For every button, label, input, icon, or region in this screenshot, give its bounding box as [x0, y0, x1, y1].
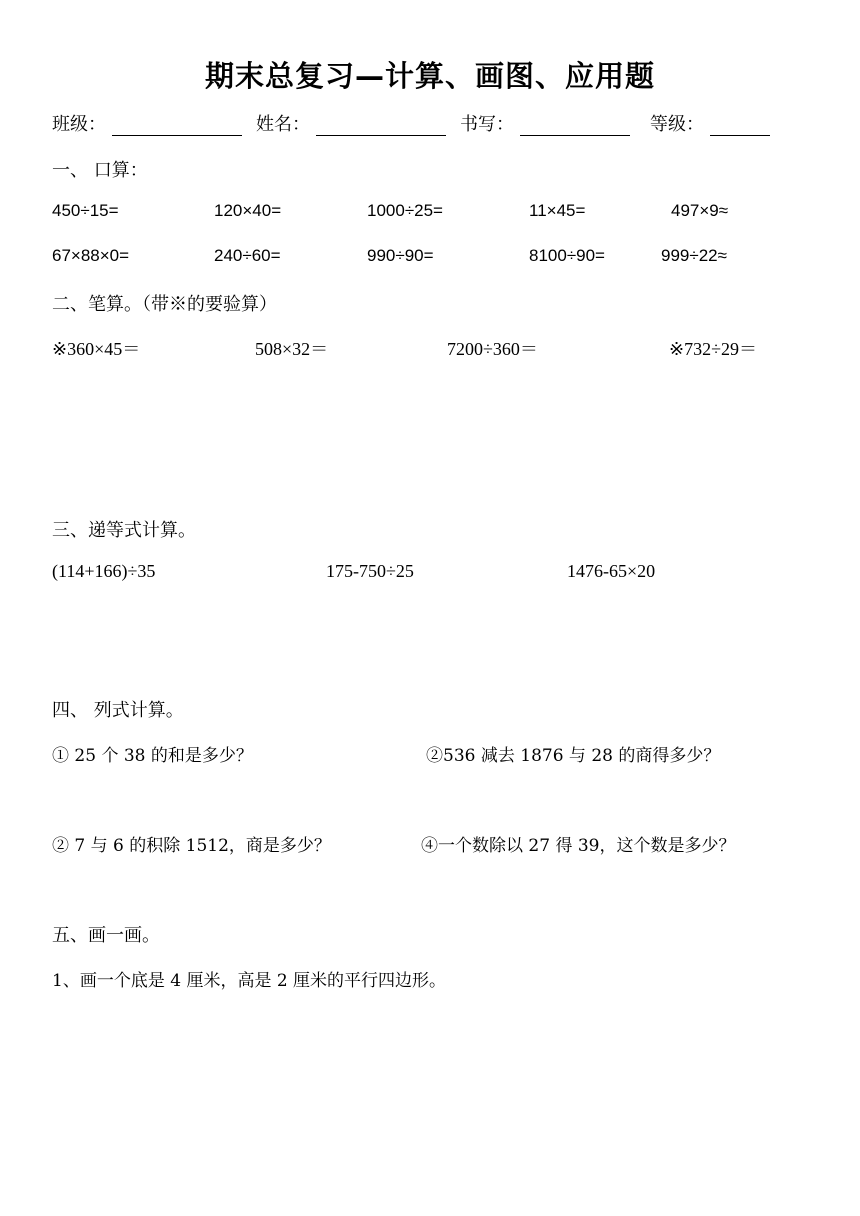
class-field — [52, 110, 242, 136]
oral-item: 497×9≈ — [671, 201, 729, 220]
writing-label: 书写： — [460, 114, 514, 135]
section2-heading: 二、笔算。（带※的要验算） — [52, 294, 277, 315]
class-label: 班级： — [52, 114, 106, 135]
oral-item: 240÷60= — [214, 246, 281, 265]
word-problem: ②536 减去 1876 与 28 的商得多少？ — [426, 746, 721, 766]
oral-item: 67×88×0= — [52, 246, 130, 265]
oral-item: 11×45= — [529, 201, 586, 220]
grade-blank — [710, 117, 770, 136]
written-calc-item: ※360×45＝ — [52, 339, 141, 359]
stepwise-item: 1476-65×20 — [567, 561, 656, 581]
oral-item: 450÷15= — [52, 201, 119, 220]
oral-item: 1000÷25= — [367, 201, 443, 220]
section5-heading: 五、画一画。 — [52, 925, 160, 946]
writing-blank — [520, 117, 630, 136]
writing-field — [460, 110, 630, 136]
stepwise-item: (114+166)÷35 — [52, 561, 156, 581]
oral-item: 999÷22≈ — [661, 246, 727, 265]
grade-label: 等级： — [650, 114, 704, 135]
section3-heading: 三、递等式计算。 — [52, 520, 196, 541]
word-problem: ② 7 与 6 的积除 1512，商是多少？ — [52, 836, 331, 856]
grade-field — [650, 110, 770, 136]
oral-item: 990÷90= — [367, 246, 434, 265]
drawing-task: 1、画一个底是 4 厘米，高是 2 厘米的平行四边形。 — [52, 971, 447, 991]
stepwise-item: 175-750÷25 — [326, 561, 414, 581]
written-calc-item: 7200÷360＝ — [447, 339, 538, 359]
oral-item: 120×40= — [214, 201, 282, 220]
word-problem: ④一个数除以 27 得 39，这个数是多少？ — [421, 836, 736, 856]
written-calc-item: ※732÷29＝ — [669, 339, 757, 359]
page-title: 期末总复习—计算、画图、应用题 — [204, 59, 655, 93]
name-field — [256, 110, 446, 136]
written-calc-item: 508×32＝ — [255, 339, 329, 359]
section4-heading: 四、 列式计算。 — [52, 700, 184, 721]
name-blank — [316, 117, 446, 136]
word-problem: ① 25 个 38 的和是多少？ — [52, 746, 253, 766]
class-blank — [112, 117, 242, 136]
name-label: 姓名： — [256, 114, 310, 135]
section1-heading: 一、 口算： — [52, 160, 148, 181]
oral-item: 8100÷90= — [529, 246, 605, 265]
